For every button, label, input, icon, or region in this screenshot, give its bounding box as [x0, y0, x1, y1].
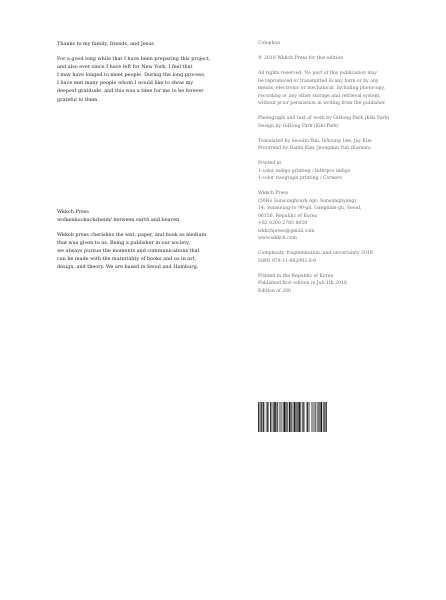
- printing-line: 1-color indigo printing / Interpro indigo: [258, 168, 351, 174]
- spacer: [57, 104, 227, 208]
- book-title-line: Complexity, fragmentation, and uncertainty 2018: [258, 251, 373, 256]
- about-paragraph: [57, 231, 227, 271]
- barcode-bar: [324, 402, 325, 432]
- barcode-bar: [275, 402, 276, 432]
- intro-line: grateful to them.: [57, 96, 99, 103]
- address-line: (50Ho Sunsunghyark Apt, Sunsunghyang): [258, 198, 357, 204]
- rights-line: without prior permission in writing from the publisher.: [258, 101, 386, 106]
- about-line: that was given to us. Being a publisher in our society,: [57, 239, 190, 246]
- intro-line: I may have longed to meet people. During the long process,: [57, 72, 206, 79]
- book-info: [258, 250, 418, 265]
- barcode-bar: [299, 402, 300, 432]
- intro-line: I have met many people whom I would like to show my: [57, 80, 194, 87]
- spacer: [258, 265, 418, 273]
- barcode-bar: [283, 402, 284, 432]
- intro-paragraph: [57, 55, 227, 104]
- credit-line: Proofread by Danbi Kim, Jeongmin Yun (Korean): [258, 146, 371, 151]
- barcode-bar: [307, 402, 308, 432]
- spacer: [258, 243, 418, 251]
- isbn-line: ISBN 979-11-962992-0-8: [258, 258, 317, 264]
- barcode-bar: [292, 402, 293, 432]
- barcode-bar: [261, 402, 262, 432]
- spacer: [258, 63, 418, 71]
- barcode-bar: [287, 402, 288, 432]
- press-name: Wkkch Press: [57, 208, 89, 215]
- edition-info: [258, 273, 418, 296]
- spacer: [258, 108, 418, 116]
- barcode-bar: [289, 402, 290, 432]
- address-line: 14, Sunsuung-ro 99-gil, Gangnam-gu, Seoul,: [258, 206, 362, 211]
- left-column: [57, 40, 227, 271]
- rights-line: recording or any other storage and retrieval system,: [258, 93, 381, 99]
- edition-line: Edition of 200: [258, 288, 291, 294]
- spacer: [258, 48, 418, 56]
- phone-number: +82 0200 2785 8050: [258, 221, 308, 226]
- edition-line: Printed in the Republic of Korea: [258, 273, 334, 279]
- barcode-bar: [258, 402, 259, 432]
- printing-line: 1-color risograph printing / Corners: [258, 176, 342, 181]
- credit-line: Translated by Seoulin Yun, InYoung Lee, Jay Kim: [258, 138, 372, 144]
- spacer: [258, 130, 418, 138]
- barcode-bar: [318, 402, 319, 432]
- press-tagline: wolkenkuckucksheim/ between earth and heaven: [57, 216, 180, 223]
- barcode-bar: [277, 402, 278, 432]
- about-line: can be made with the materiality of books and us in art,: [57, 256, 197, 263]
- rights-line: be reproduced or transmitted in any form or by any: [258, 78, 379, 84]
- intro-line: deepest gratitude, and this was a time for me to be forever: [57, 88, 204, 95]
- barcode-bar: [320, 402, 321, 432]
- intro-line: and also ever since I have left for New York, I feel that: [57, 64, 193, 71]
- intro-line: For a good long while that I have been preparing this project,: [57, 56, 211, 63]
- spacer: [258, 153, 418, 161]
- website-url: www.wkkch.com: [258, 236, 297, 241]
- barcode-bar: [267, 402, 268, 432]
- edition-line: Published first edition in Juli 1th 2018: [258, 281, 347, 286]
- right-column: [258, 40, 418, 295]
- publisher-address: [258, 190, 418, 243]
- barcode-bar: [326, 402, 327, 432]
- barcode-bar: [298, 402, 299, 432]
- email-address: wkkchpress@gmail.com: [258, 228, 315, 234]
- photo-credits: [258, 115, 418, 130]
- colophon-title: Colophon: [258, 41, 281, 46]
- barcode-bar: [296, 402, 297, 432]
- printing-info: [258, 160, 418, 183]
- barcode-bar: [284, 402, 285, 432]
- barcode-bar: [321, 402, 322, 432]
- rights-line: means, electronic or mechanical, including photocopy,: [258, 86, 385, 91]
- barcode-bar: [274, 402, 275, 432]
- barcode-bar: [294, 402, 295, 432]
- about-line: we always pursue the moments and communications that: [57, 248, 200, 255]
- about-line: Wkkch press cherishes the text, paper, and book as medium: [57, 231, 207, 238]
- address-line: 06156, Republic of Korea: [258, 213, 318, 219]
- about-line: design, and theory. We are based in Seoul and Hamburg.: [57, 264, 199, 271]
- spacer: [57, 48, 227, 55]
- barcode-bar: [270, 402, 271, 432]
- printing-line: Printed at: [258, 161, 282, 166]
- barcode-image: [258, 402, 328, 432]
- thanks-line: Thanks to my family, friends, and Jesus: [57, 41, 154, 47]
- credit-line: Photograph and text of work by GiHong Park (Kiki Park): [258, 116, 390, 121]
- barcode-bar: [263, 402, 264, 432]
- barcode-bar: [315, 402, 316, 432]
- spacer: [57, 224, 227, 231]
- credit-line: Design by GiHong Park (Kiki Park): [258, 123, 339, 129]
- copyright-line: © 2018 Wkkch Press for this edition: [258, 56, 344, 61]
- translation-credits: [258, 138, 418, 153]
- address-line: Wkkch Press: [258, 191, 289, 196]
- rights-line: All rights reserved. No part of this publication may: [258, 71, 378, 76]
- barcode-bar: [303, 402, 304, 432]
- rights-paragraph: [258, 70, 418, 108]
- spacer: [258, 183, 418, 191]
